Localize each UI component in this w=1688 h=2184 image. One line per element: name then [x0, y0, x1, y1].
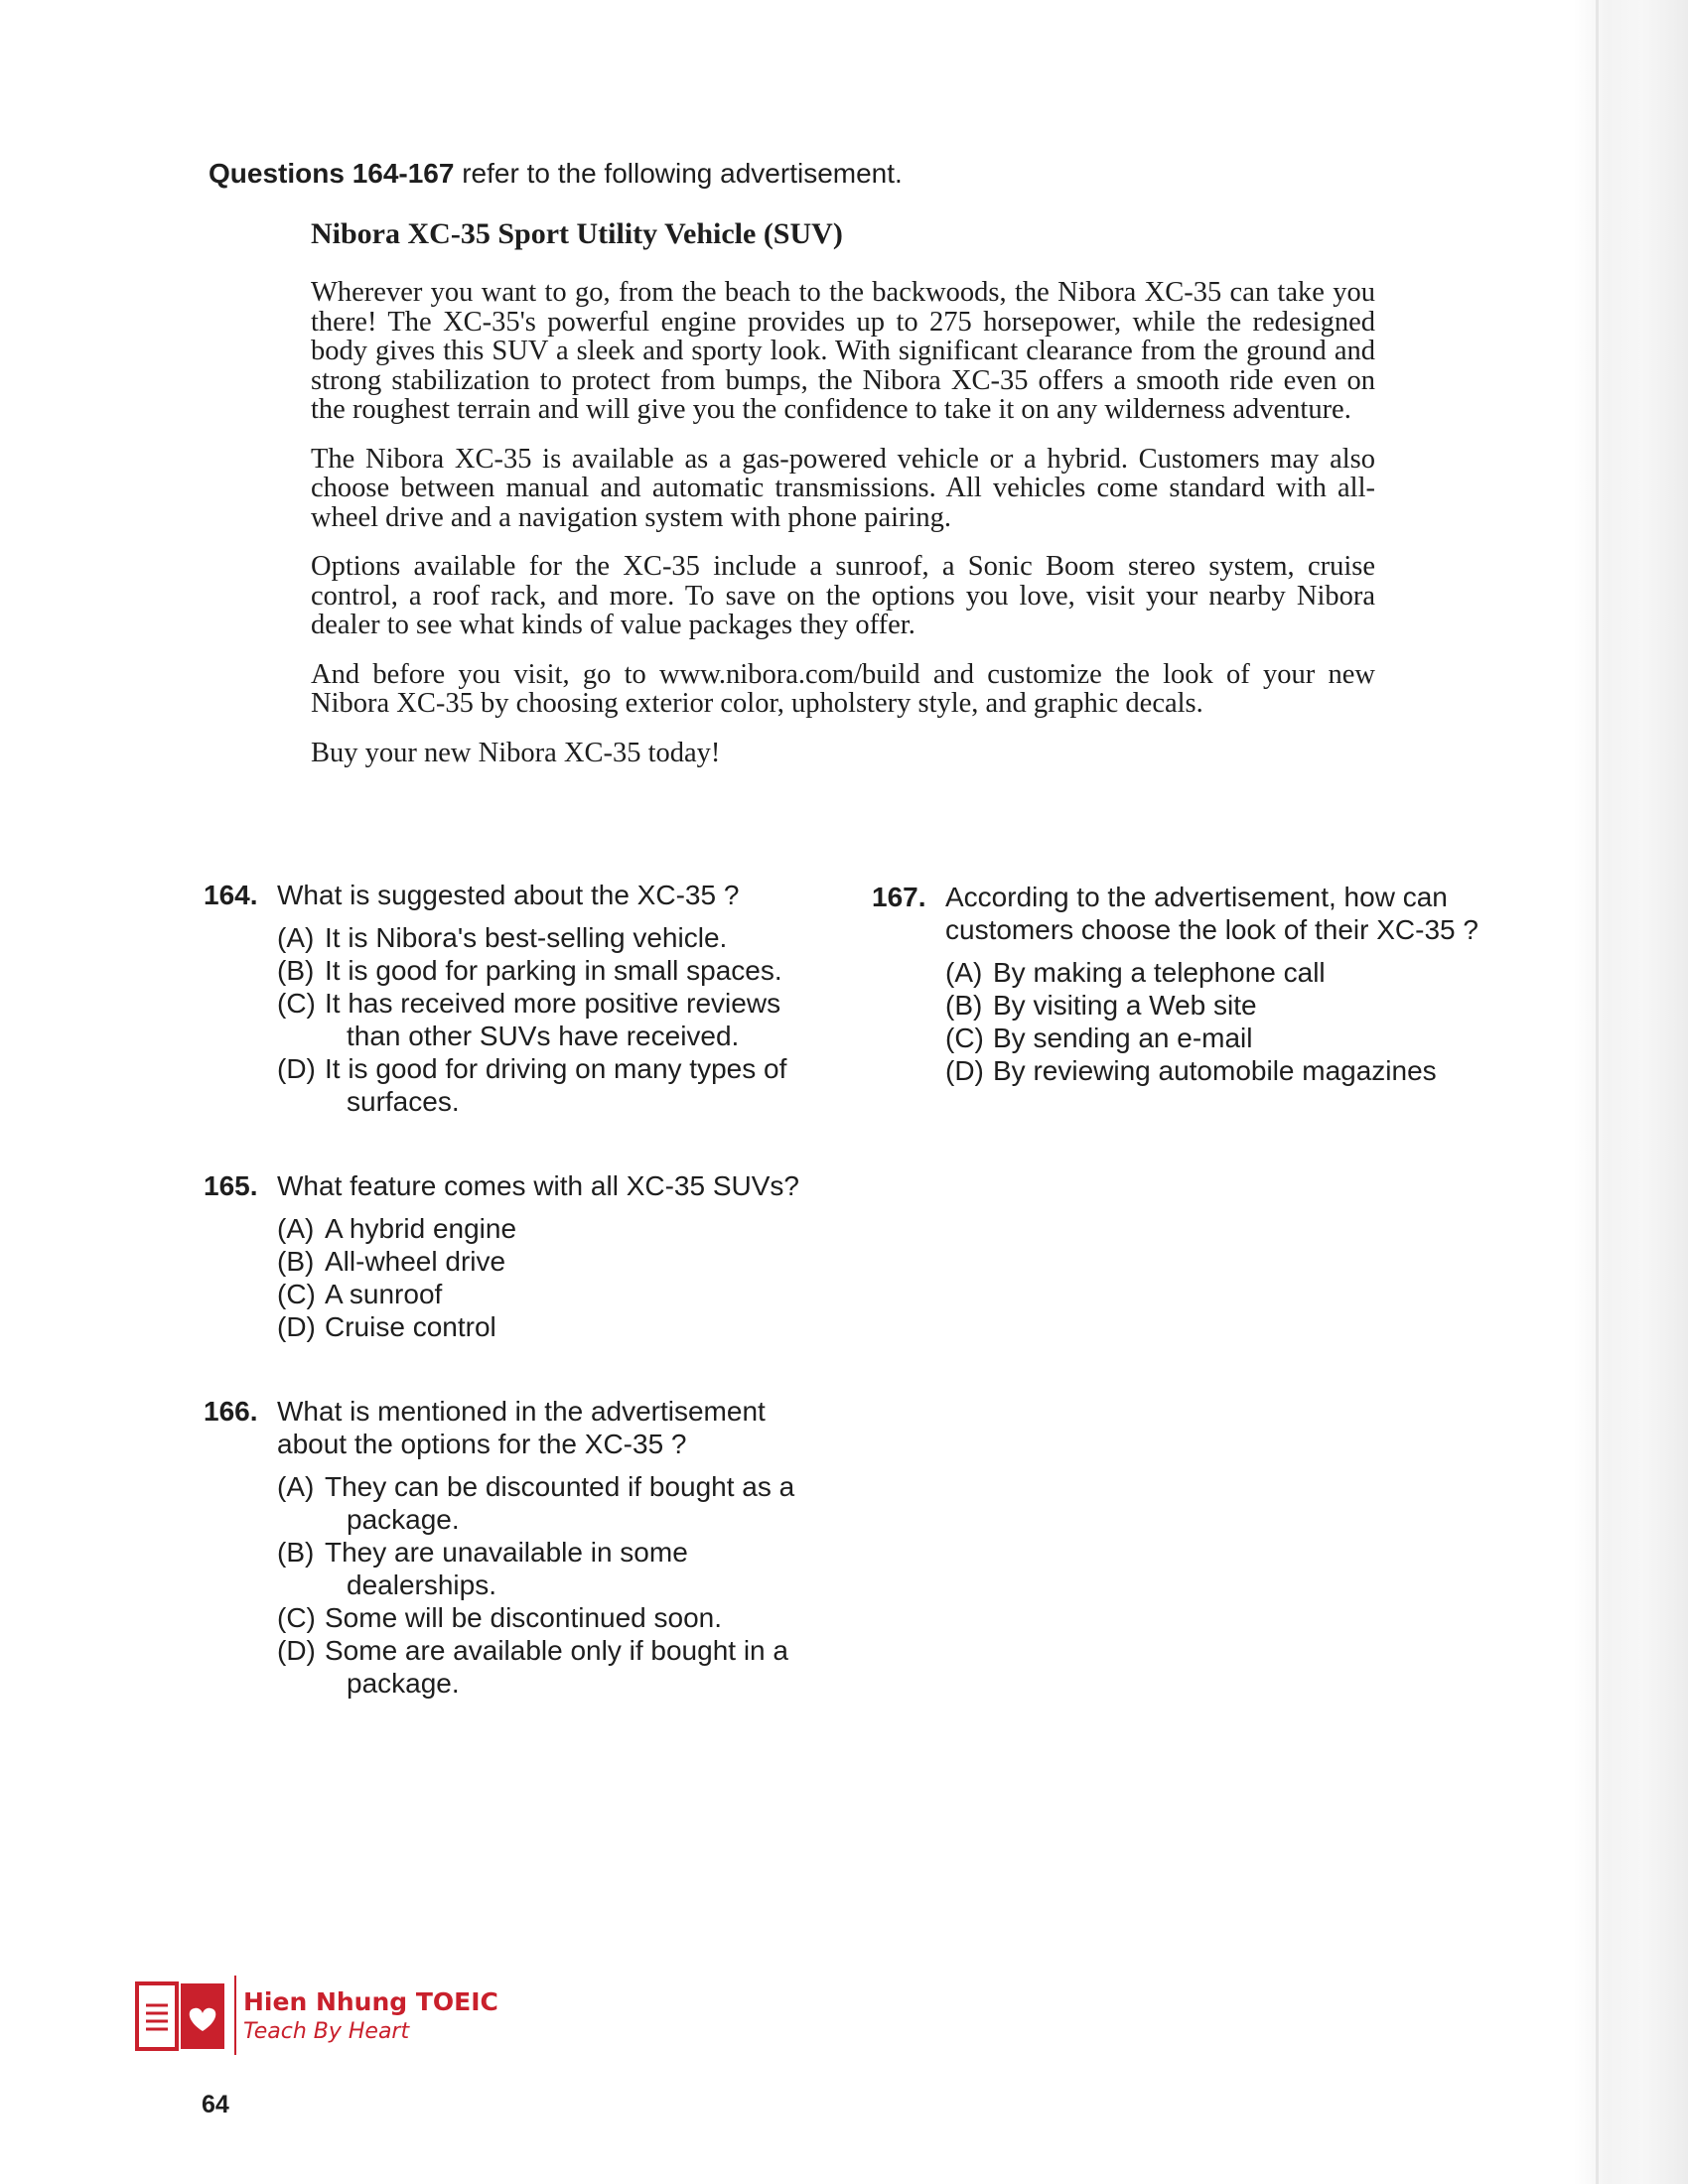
answer-option[interactable]	[277, 1601, 839, 1634]
option-letter: (C)	[277, 988, 316, 1019]
question-167	[872, 881, 1507, 1087]
option-letter: (A)	[277, 1471, 315, 1502]
option-text: A sunroof	[325, 1279, 443, 1309]
option-text-continued: than other SUVs have received.	[347, 1021, 740, 1051]
question-text: What is mentioned in the advertisement about the options for the XC-35 ?	[277, 1396, 766, 1459]
answer-option[interactable]	[277, 954, 839, 987]
option-text: Some will be discontinued soon.	[325, 1602, 723, 1633]
option-text: It is Nibora's best-selling vehicle.	[325, 922, 728, 953]
answer-option[interactable]	[277, 1634, 839, 1700]
option-letter: (B)	[277, 1537, 315, 1568]
option-letter: (B)	[277, 1246, 315, 1277]
option-text: By visiting a Web site	[993, 990, 1257, 1021]
option-text-continued: surfaces.	[347, 1086, 460, 1117]
option-letter: (B)	[277, 955, 315, 986]
answer-option[interactable]	[277, 987, 839, 1052]
option-text-continued: dealerships.	[347, 1570, 496, 1600]
answer-option[interactable]	[277, 1470, 839, 1536]
question-text: According to the advertisement, how can customers choose the look of their XC-35 ?	[945, 882, 1478, 945]
option-text: A hybrid engine	[325, 1213, 517, 1244]
ad-paragraph: Buy your new Nibora XC-35 today!	[311, 737, 721, 768]
question-text: What feature comes with all XC-35 SUVs?	[277, 1170, 799, 1201]
ad-paragraph: Wherever you want to go, from the beach to the backwoods, the Nibora XC-35 can take you there! The XC-35's powerful engine provides up to 275 horsepower, while the redesigned body gives this SUV a sleek and sporty look. With significant clearance from the ground and strong stabilization to protect from bumps, the Nibora XC-35 offers a smooth ride even on the roughest terrain and will give you the confidence to take it on any wilderness adventure.	[311, 277, 1375, 425]
option-text: All-wheel drive	[325, 1246, 506, 1277]
answer-option[interactable]	[277, 1245, 839, 1278]
answer-option[interactable]	[945, 1054, 1507, 1087]
option-text: By reviewing automobile magazines	[993, 1055, 1437, 1086]
answer-option[interactable]	[277, 1536, 839, 1601]
question-number: 164.	[204, 880, 258, 910]
option-letter: (D)	[945, 1055, 984, 1086]
ad-title: Nibora XC-35 Sport Utility Vehicle (SUV)	[311, 217, 843, 250]
answer-option[interactable]	[277, 921, 839, 954]
option-text: It is good for parking in small spaces.	[325, 955, 782, 986]
ad-paragraph: And before you visit, go to www.nibora.com/build and customize the look of your new Nibora XC-35 by choosing exterior color, upholstery style, and graphic decals.	[311, 658, 1375, 719]
option-letter: (D)	[277, 1311, 316, 1342]
question-number: 167.	[872, 882, 926, 912]
question-number: 165.	[204, 1170, 258, 1201]
answer-option[interactable]	[277, 1052, 839, 1118]
option-text: They can be discounted if bought as a	[325, 1471, 795, 1502]
question-166	[204, 1395, 839, 1700]
question-165	[204, 1169, 839, 1343]
page-edge-shadow	[1574, 0, 1688, 2184]
ad-paragraph: The Nibora XC-35 is available as a gas-powered vehicle or a hybrid. Customers may also choose between manual and automatic transmissions. All vehicles come standard with all-wheel drive and a navigation system with phone pairing.	[311, 443, 1375, 533]
option-letter: (D)	[277, 1635, 316, 1666]
right-question-column	[872, 881, 1507, 1139]
ad-paragraph: Options available for the XC-35 include a sunroof, a Sonic Boom stereo system, cruise control, a roof rack, and more. To save on the options you love, visit your nearby Nibora dealer to see what kinds of value packages they offer.	[311, 551, 1375, 640]
option-letter: (A)	[277, 922, 315, 953]
brand-tagline: Teach By Heart	[243, 2019, 410, 2044]
left-question-column	[204, 879, 839, 1751]
option-text: Cruise control	[325, 1311, 496, 1342]
book-heart-icon	[135, 1981, 226, 2051]
advertisement	[311, 216, 1375, 787]
option-text: They are unavailable in some	[325, 1537, 688, 1568]
question-text: What is suggested about the XC-35 ?	[277, 880, 740, 910]
option-letter: (A)	[945, 957, 983, 988]
option-text: Some are available only if bought in a	[325, 1635, 788, 1666]
answer-option[interactable]	[945, 1022, 1507, 1054]
header-instruction: refer to the following advertisement.	[454, 158, 903, 189]
option-text-continued: package.	[347, 1668, 460, 1699]
option-letter: (C)	[277, 1602, 316, 1633]
section-header	[209, 157, 903, 191]
answer-option[interactable]	[277, 1212, 839, 1245]
answer-option[interactable]	[945, 956, 1507, 989]
page-number: 64	[202, 2091, 229, 2118]
option-letter: (C)	[945, 1023, 984, 1053]
option-text: It is good for driving on many types of	[325, 1053, 787, 1084]
option-letter: (B)	[945, 990, 983, 1021]
brand-name: Hien Nhung TOEIC	[243, 1987, 498, 2016]
option-text: It has received more positive reviews	[325, 988, 781, 1019]
option-letter: (C)	[277, 1279, 316, 1309]
option-text: By making a telephone call	[993, 957, 1326, 988]
questions-range: Questions 164-167	[209, 158, 455, 189]
logo-divider	[234, 1976, 236, 2055]
question-164	[204, 879, 839, 1118]
answer-option[interactable]	[277, 1310, 839, 1343]
option-letter: (D)	[277, 1053, 316, 1084]
answer-option[interactable]	[945, 989, 1507, 1022]
option-text-continued: package.	[347, 1504, 460, 1535]
question-number: 166.	[204, 1396, 258, 1427]
option-text: By sending an e-mail	[993, 1023, 1253, 1053]
option-letter: (A)	[277, 1213, 315, 1244]
answer-option[interactable]	[277, 1278, 839, 1310]
